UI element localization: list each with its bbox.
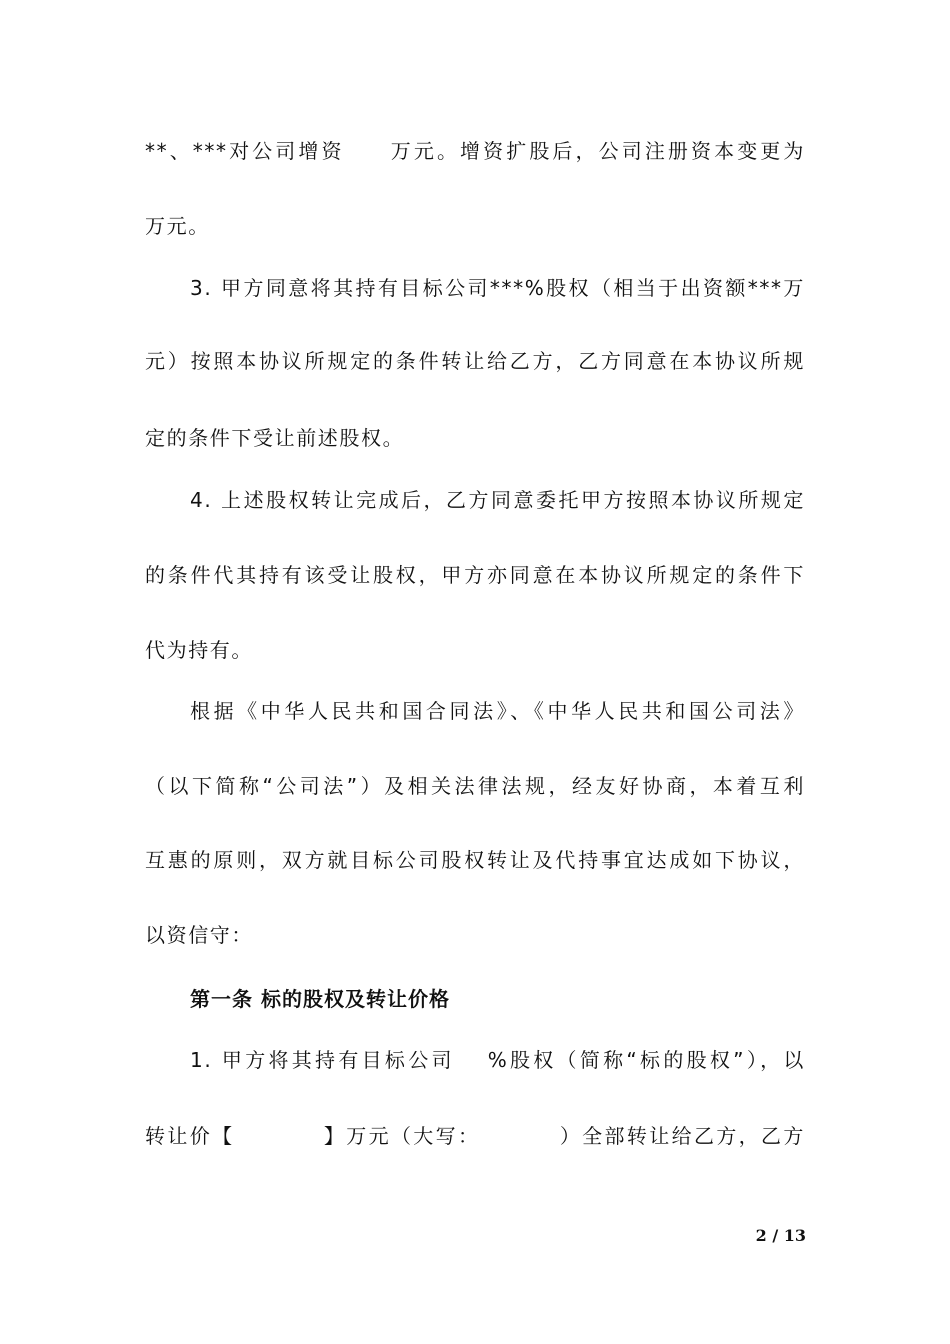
section-heading: 第一条 标的股权及转让价格 [190, 987, 450, 1011]
paragraph-line-15: 转让价【 】万元（大写： ）全部转让给乙方，乙方 [145, 1124, 805, 1148]
paragraph-line-7: 的条件代其持有该受让股权，甲方亦同意在本协议所规定的条件下 [145, 563, 805, 587]
page-number: 2 / 13 [755, 1226, 806, 1245]
paragraph-line-6: 4. 上述股权转让完成后，乙方同意委托甲方按照本协议所规定 [190, 488, 805, 512]
paragraph-line-5: 定的条件下受让前述股权。 [145, 426, 405, 450]
paragraph-line-9: 根据《中华人民共和国合同法》、《中华人民共和国公司法》 [190, 699, 805, 723]
paragraph-line-11: 互惠的原则，双方就目标公司股权转让及代持事宜达成如下协议， [145, 848, 805, 872]
paragraph-line-8: 代为持有。 [145, 638, 253, 662]
paragraph-line-2: 万元。 [145, 214, 210, 238]
paragraph-line-14: 1. 甲方将其持有目标公司 %股权（简称“标的股权”），以 [190, 1048, 805, 1072]
paragraph-line-3: 3. 甲方同意将其持有目标公司***%股权（相当于出资额***万 [190, 276, 805, 300]
paragraph-line-1: **、***对公司增资 万元。增资扩股后，公司注册资本变更为 [145, 139, 805, 163]
paragraph-line-10: （以下简称“公司法”）及相关法律法规，经友好协商，本着互利 [145, 774, 805, 798]
paragraph-line-12: 以资信守： [145, 923, 253, 947]
paragraph-line-4: 元）按照本协议所规定的条件转让给乙方，乙方同意在本协议所规 [145, 349, 805, 373]
